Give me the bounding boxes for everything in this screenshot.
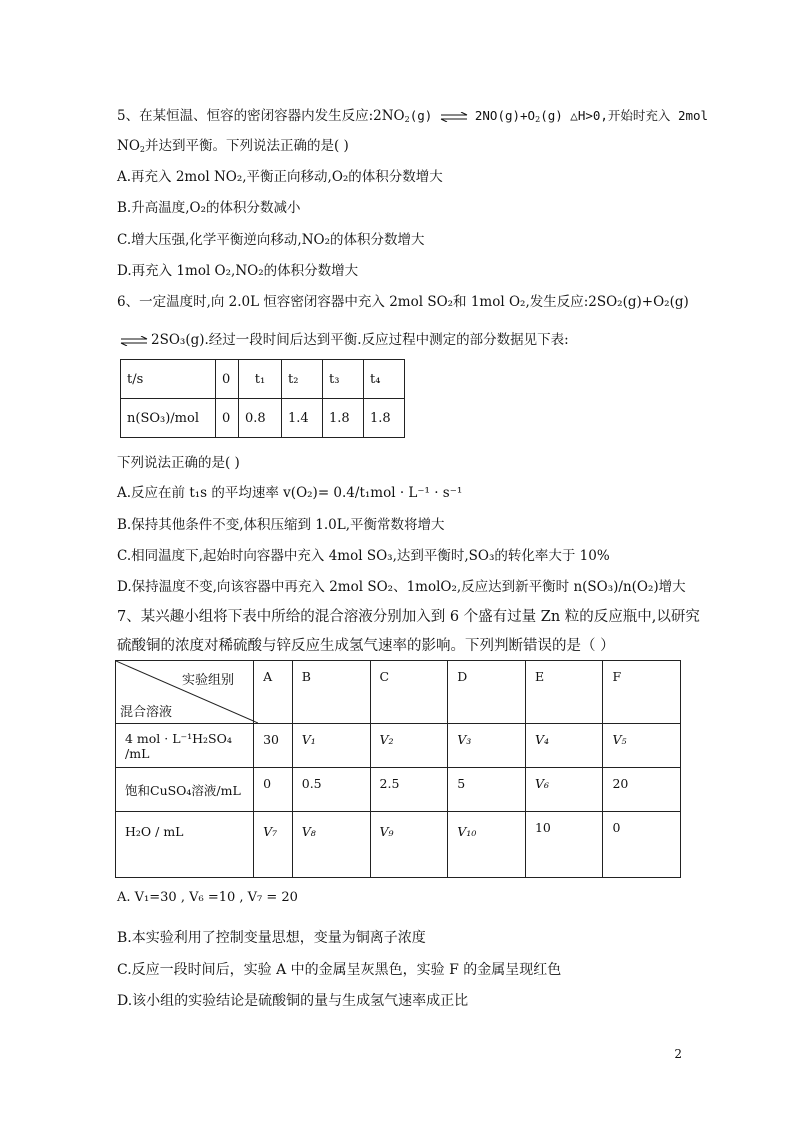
table-cell: V₆ (525, 768, 602, 812)
q5-stem-text-b: (g) (409, 108, 433, 123)
row-label: H₂O / mL (116, 812, 254, 878)
table-cell: 0.8 (239, 399, 282, 438)
table-cell: V₁₀ (448, 812, 526, 878)
q6-data-table (120, 359, 405, 438)
page-number: 2 (674, 1047, 682, 1061)
q5-stem-text-a: 5、在某恒温、恒容的密闭容器内发生反应:2NO (117, 108, 405, 124)
table-row (116, 812, 681, 878)
q7-stem-line2: 硫酸铜的浓度对稀硫酸与锌反应生成氢气速率的影响。下列判断错误的是（ ） (117, 638, 615, 654)
q5-option-b: B.升高温度,O₂的体积分数减小 (117, 200, 301, 216)
table-cell: 0 (603, 812, 681, 878)
q6-stem-line2 (117, 328, 569, 348)
q7-stem-line1: 7、某兴趣小组将下表中所给的混合溶液分别加入到 6 个盛有过量 Zn 粒的反应瓶中,以研究 (117, 609, 700, 625)
table-cell: 0 (216, 360, 239, 399)
row-label: 4 mol · L⁻¹H₂SO₄ /mL (116, 724, 254, 768)
table-cell: 1.8 (364, 399, 405, 438)
q6-stem-line1: 6、一定温度时,向 2.0L 恒容密闭容器中充入 2mol SO₂和 1mol O₂,发生反应:2SO₂(g)+O₂(g) (117, 294, 689, 310)
table-cell: 30 (254, 724, 293, 768)
equilibrium-arrow-icon (119, 336, 149, 346)
table-cell: V₈ (292, 812, 370, 878)
table-cell: 20 (603, 768, 681, 812)
table-header-cell: F (603, 661, 681, 724)
table-row (121, 399, 405, 438)
q5-stem-line1 (117, 104, 708, 124)
q7-experiment-table (115, 660, 681, 878)
table-header-cell: C (370, 661, 448, 724)
row-label: 饱和CuSO₄溶液/mL (116, 768, 254, 812)
q6-option-d: D.保持温度不变,向该容器中再充入 2mol SO₂、1molO₂,反应达到新平衡时 n(SO₃)/n(O₂)增大 (117, 579, 686, 595)
q5-sub-e: 2 (139, 145, 145, 154)
q7-option-c: C.反应一段时间后，实验 A 中的金属呈灰黑色，实验 F 的金属呈现红色 (117, 962, 562, 978)
q5-stem-line2 (117, 134, 349, 154)
table-cell: 10 (525, 812, 602, 878)
header-bottom-label: 混合溶液 (120, 705, 173, 720)
table-row (116, 724, 681, 768)
table-cell: V₅ (603, 724, 681, 768)
table-cell: 0 (216, 399, 239, 438)
table-row (116, 661, 681, 724)
table-cell: 1.4 (282, 399, 323, 438)
table-cell: t₁ (239, 360, 282, 399)
table-cell: t₃ (323, 360, 364, 399)
table-cell: n(SO₃)/mol (121, 399, 216, 438)
q5-stem-text-e: NO (117, 138, 140, 154)
q5-option-a: A.再充入 2mol NO₂,平衡正向移动,O₂的体积分数增大 (117, 169, 443, 185)
q6-option-a: A.反应在前 t₁s 的平均速率 v(O₂)= 0.4/t₁mol · L⁻¹ · s⁻¹ (117, 485, 463, 501)
table-header-cell: D (448, 661, 526, 724)
q6-option-b: B.保持其他条件不变,体积压缩到 1.0L,平衡常数将增大 (117, 517, 445, 533)
table-cell: 2.5 (370, 768, 448, 812)
table-cell: 0 (254, 768, 293, 812)
q5-option-c: C.增大压强,化学平衡逆向移动,NO₂的体积分数增大 (117, 232, 425, 248)
table-cell: V₄ (525, 724, 602, 768)
q5-stem-text-f: 并达到平衡。下列说法正确的是( ) (144, 138, 349, 154)
table-header-diagonal-cell (116, 661, 254, 724)
q7-option-a: A. V₁=30 , V₆ =10 , V₇ = 20 (117, 890, 298, 905)
q5-stem-text-c: 2NO(g)+O (474, 108, 536, 123)
table-row (116, 768, 681, 812)
header-top-label: 实验组别 (182, 673, 235, 688)
table-cell: V₂ (370, 724, 448, 768)
table-cell: V₇ (254, 812, 293, 878)
table-cell: t/s (121, 360, 216, 399)
q7-option-d: D.该小组的实验结论是硫酸铜的量与生成氢气速率成正比 (117, 993, 469, 1009)
table-cell: V₉ (370, 812, 448, 878)
q7-option-b: B.本实验利用了控制变量思想，变量为铜离子浓度 (117, 930, 426, 946)
table-header-cell: A (254, 661, 293, 724)
table-cell: 1.8 (323, 399, 364, 438)
table-cell: V₁ (292, 724, 370, 768)
q6-option-c: C.相同温度下,起始时向容器中充入 4mol SO₃,达到平衡时,SO₃的转化率大于 10% (117, 548, 610, 564)
q6-stem-text: 2SO₃(g).经过一段时间后达到平衡.反应过程中测定的部分数据见下表: (151, 332, 569, 348)
equilibrium-arrow-icon (439, 112, 469, 122)
q5-sub-a: 2 (404, 115, 410, 124)
q5-option-d: D.再充入 1mol O₂,NO₂的体积分数增大 (117, 263, 359, 279)
q5-stem-text-d: (g) △H>0,开始时充入 2mol (540, 108, 709, 123)
table-cell: 5 (448, 768, 526, 812)
q6-prompt: 下列说法正确的是( ) (117, 455, 240, 471)
table-row (121, 360, 405, 399)
table-header-cell: B (292, 661, 370, 724)
table-cell: t₂ (282, 360, 323, 399)
table-cell: V₃ (448, 724, 526, 768)
table-header-cell: E (525, 661, 602, 724)
table-cell: 0.5 (292, 768, 370, 812)
q5-sub-c: 2 (535, 115, 541, 124)
table-cell: t₄ (364, 360, 405, 399)
